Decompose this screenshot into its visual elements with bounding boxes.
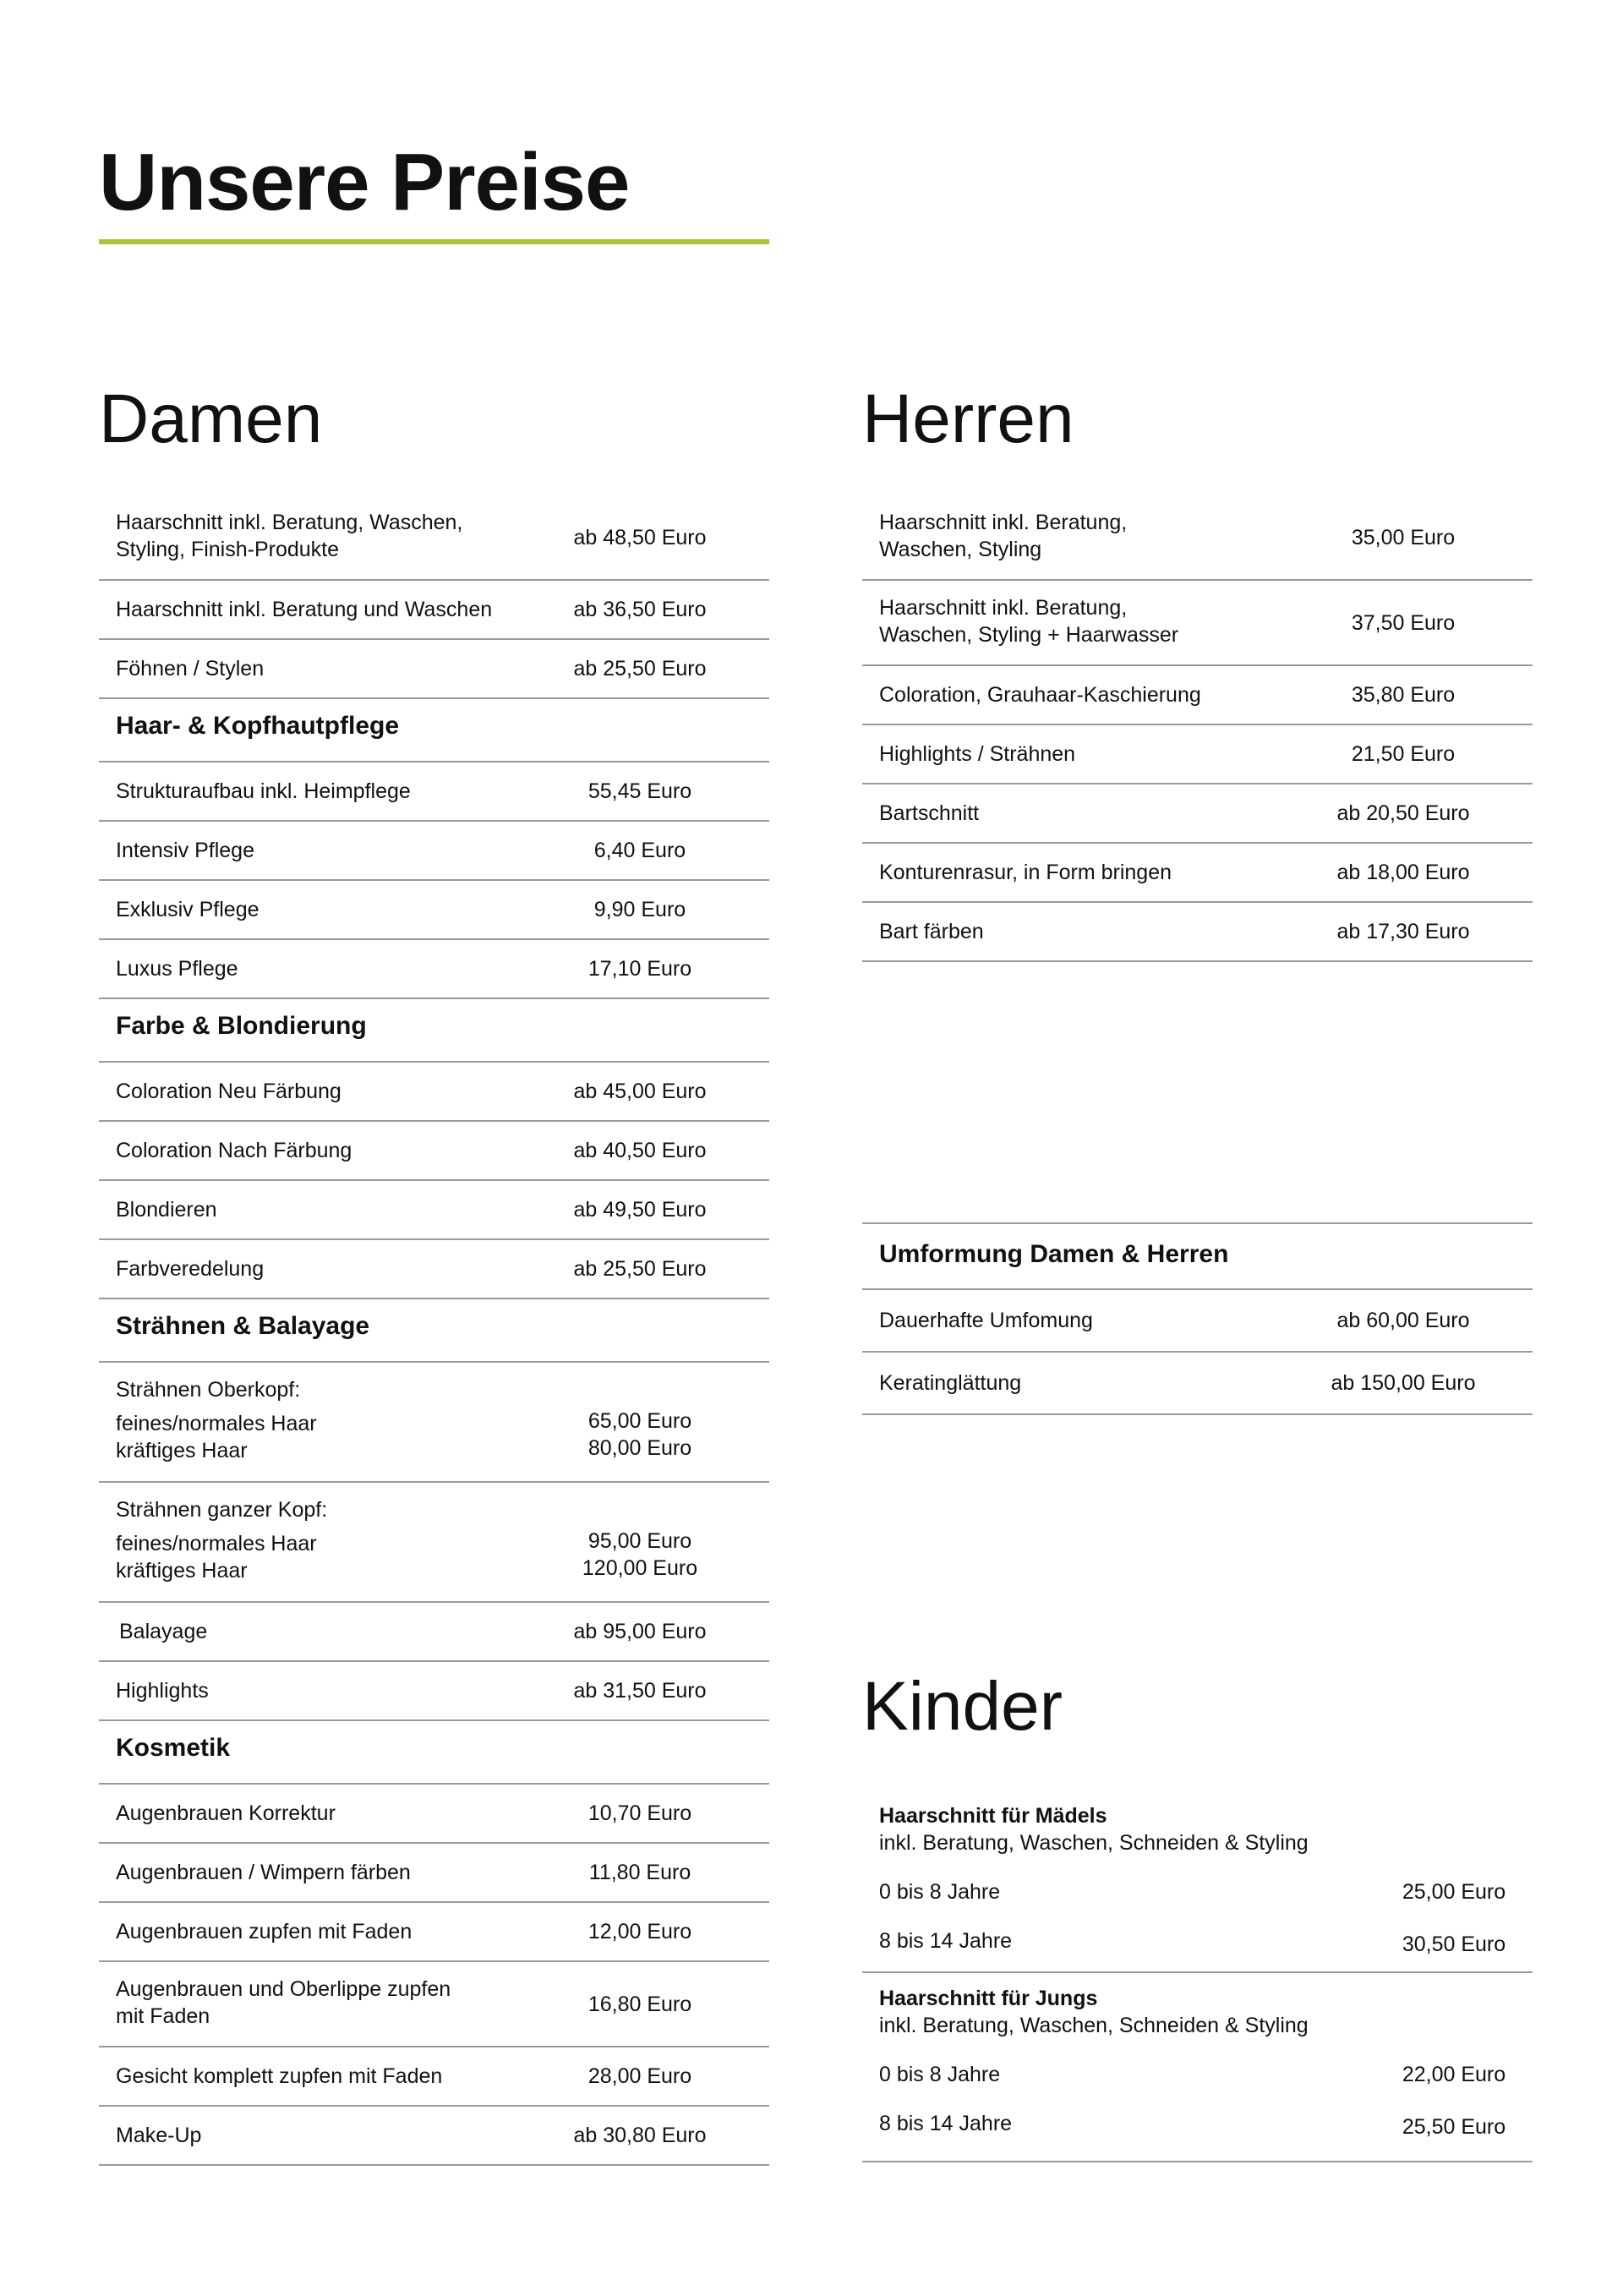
price-row bbox=[862, 495, 1533, 581]
section-heading-row bbox=[99, 1299, 769, 1363]
service-price: ab 95,00 Euro bbox=[573, 1620, 707, 1643]
service-price: ab 20,50 Euro bbox=[1336, 801, 1470, 825]
price-row bbox=[862, 784, 1533, 844]
herren-heading: Herren bbox=[862, 380, 1074, 457]
service-price: 35,80 Euro bbox=[1351, 683, 1456, 707]
service-price: ab 60,00 Euro bbox=[1336, 1309, 1470, 1332]
price-row bbox=[862, 725, 1533, 784]
price-row bbox=[99, 1181, 769, 1240]
service-price: ab 30,80 Euro bbox=[573, 2124, 707, 2147]
price-row bbox=[99, 1363, 769, 1483]
price-row bbox=[99, 581, 769, 640]
price-row bbox=[99, 940, 769, 999]
service-price: 12,00 Euro bbox=[587, 1920, 692, 1943]
service-price: 30,50 Euro bbox=[1402, 1932, 1506, 1956]
service-label: Make-Up bbox=[116, 2124, 202, 2147]
page-title: Unsere Preise bbox=[99, 137, 630, 227]
service-price: ab 17,30 Euro bbox=[1336, 920, 1470, 943]
service-label: Föhnen / Stylen bbox=[116, 657, 265, 681]
service-price: ab 48,50 Euro bbox=[573, 526, 707, 549]
title-underline bbox=[99, 239, 769, 244]
section-heading-row bbox=[99, 999, 769, 1063]
price-row bbox=[99, 640, 769, 699]
kosmetik-heading: Kosmetik bbox=[116, 1734, 231, 1762]
service-price: ab 36,50 Euro bbox=[573, 598, 707, 621]
service-price: 55,45 Euro bbox=[587, 779, 692, 803]
farbe-heading: Farbe & Blondierung bbox=[116, 1012, 367, 1040]
service-price: 25,50 Euro bbox=[1402, 2115, 1506, 2139]
service-price: 11,80 Euro bbox=[588, 1861, 691, 1884]
service-label: Intensiv Pflege bbox=[116, 839, 254, 862]
kinder-heading: Kinder bbox=[862, 1668, 1063, 1745]
service-price: ab 18,00 Euro bbox=[1336, 861, 1470, 884]
service-label: Luxus Pflege bbox=[116, 957, 238, 981]
price-row bbox=[99, 1844, 769, 1903]
service-price: ab 40,50 Euro bbox=[573, 1139, 707, 1162]
service-price: 65,00 Euro 80,00 Euro bbox=[587, 1409, 692, 1460]
service-label: 8 bis 14 Jahre bbox=[879, 2112, 1013, 2135]
price-row bbox=[862, 581, 1533, 666]
price-row bbox=[99, 2047, 769, 2107]
price-row bbox=[862, 844, 1533, 903]
service-price: 25,00 Euro bbox=[1402, 1880, 1506, 1904]
service-label: Blondieren bbox=[116, 1198, 217, 1222]
umformung-price-list bbox=[862, 1222, 1533, 1415]
service-label: Augenbrauen / Wimpern färben bbox=[116, 1861, 411, 1884]
service-label: Coloration, Grauhaar-Kaschierung bbox=[879, 683, 1201, 707]
kinder-group-title: Haarschnitt für Jungs bbox=[879, 1987, 1098, 2010]
service-label: Konturenrasur, in Form bringen bbox=[879, 861, 1172, 884]
section-heading-row bbox=[99, 699, 769, 763]
service-price: 35,00 Euro bbox=[1351, 526, 1456, 549]
service-label: Strukturaufbau inkl. Heimpflege bbox=[116, 779, 411, 803]
service-label: Augenbrauen Korrektur bbox=[116, 1801, 336, 1825]
price-row bbox=[862, 1353, 1533, 1415]
service-price: 22,00 Euro bbox=[1402, 2063, 1506, 2086]
kinder-group-subtitle: inkl. Beratung, Waschen, Schneiden & Styling bbox=[879, 2014, 1309, 2037]
service-label: Coloration Nach Färbung bbox=[116, 1139, 352, 1162]
price-row bbox=[99, 1603, 769, 1662]
price-row bbox=[862, 666, 1533, 725]
price-row bbox=[99, 1483, 769, 1603]
price-row bbox=[862, 903, 1533, 962]
price-row bbox=[99, 1903, 769, 1962]
service-price: 6,40 Euro bbox=[593, 839, 686, 862]
section-heading-row bbox=[99, 1721, 769, 1785]
service-price: 95,00 Euro 120,00 Euro bbox=[582, 1529, 698, 1580]
price-group bbox=[862, 1973, 1533, 2162]
service-label: Augenbrauen zupfen mit Faden bbox=[116, 1920, 413, 1943]
price-row bbox=[99, 1785, 769, 1844]
service-price: 21,50 Euro bbox=[1351, 742, 1456, 766]
price-row bbox=[99, 1122, 769, 1181]
price-row bbox=[99, 881, 769, 940]
service-label: Haarschnitt inkl. Beratung, Waschen, Styling bbox=[879, 511, 1128, 561]
service-price: ab 31,50 Euro bbox=[573, 1679, 707, 1703]
service-label: Bart färben bbox=[879, 920, 984, 943]
straehnen-heading: Strähnen & Balayage bbox=[116, 1312, 370, 1340]
service-label: Haarschnitt inkl. Beratung, Waschen, Styling, Finish-Produkte bbox=[116, 511, 463, 561]
price-row bbox=[99, 1063, 769, 1122]
service-price: ab 49,50 Euro bbox=[573, 1198, 707, 1222]
service-label: Highlights bbox=[116, 1679, 209, 1703]
service-label: Balayage bbox=[119, 1620, 208, 1643]
service-price: 9,90 Euro bbox=[593, 898, 686, 921]
price-group bbox=[862, 1794, 1533, 1973]
price-row bbox=[99, 1662, 769, 1721]
service-label: 0 bis 8 Jahre bbox=[879, 1880, 1001, 1904]
damen-heading: Damen bbox=[99, 380, 323, 457]
service-label: Exklusiv Pflege bbox=[116, 898, 260, 921]
herren-price-list bbox=[862, 495, 1533, 962]
damen-price-list bbox=[99, 495, 769, 2166]
service-price: ab 150,00 Euro bbox=[1331, 1371, 1476, 1395]
service-label: Coloration Neu Färbung bbox=[116, 1080, 342, 1103]
service-label: Highlights / Strähnen bbox=[879, 742, 1076, 766]
section-heading-row bbox=[862, 1222, 1533, 1290]
service-label: Farbveredelung bbox=[116, 1257, 265, 1281]
pflege-heading: Haar- & Kopfhautpflege bbox=[116, 712, 400, 740]
service-label: feines/normales Haar kräftiges Haar bbox=[116, 1412, 317, 1462]
price-row bbox=[99, 495, 769, 581]
service-label: 8 bis 14 Jahre bbox=[879, 1929, 1013, 1953]
service-price: 17,10 Euro bbox=[587, 957, 692, 981]
service-group-title: Strähnen ganzer Kopf: bbox=[116, 1498, 328, 1522]
price-row bbox=[862, 1290, 1533, 1353]
price-row bbox=[99, 1240, 769, 1299]
service-price: 28,00 Euro bbox=[587, 2064, 692, 2088]
price-row bbox=[99, 2107, 769, 2166]
service-price: ab 25,50 Euro bbox=[573, 657, 707, 681]
service-label: Haarschnitt inkl. Beratung und Waschen bbox=[116, 598, 493, 621]
service-group-title: Strähnen Oberkopf: bbox=[116, 1378, 301, 1402]
service-price: 37,50 Euro bbox=[1351, 611, 1456, 635]
service-label: Gesicht komplett zupfen mit Faden bbox=[116, 2064, 443, 2088]
service-label: Haarschnitt inkl. Beratung, Waschen, Styling + Haarwasser bbox=[879, 596, 1179, 647]
service-label: Augenbrauen und Oberlippe zupfen mit Faden bbox=[116, 1977, 451, 2028]
service-price: 16,80 Euro bbox=[587, 1993, 692, 2016]
umformung-heading: Umformung Damen & Herren bbox=[879, 1240, 1229, 1268]
service-label: 0 bis 8 Jahre bbox=[879, 2063, 1001, 2086]
price-row bbox=[99, 1962, 769, 2047]
service-label: Dauerhafte Umfomung bbox=[879, 1309, 1093, 1332]
kinder-group-title: Haarschnitt für Mädels bbox=[879, 1804, 1107, 1828]
service-price: ab 45,00 Euro bbox=[573, 1080, 707, 1103]
service-label: Keratinglättung bbox=[879, 1371, 1022, 1395]
service-label: Bartschnitt bbox=[879, 801, 980, 825]
kinder-price-list bbox=[862, 1794, 1533, 2162]
price-row bbox=[99, 822, 769, 881]
kinder-group-subtitle: inkl. Beratung, Waschen, Schneiden & Styling bbox=[879, 1831, 1309, 1855]
price-row bbox=[99, 763, 769, 822]
service-label: feines/normales Haar kräftiges Haar bbox=[116, 1532, 317, 1583]
service-price: ab 25,50 Euro bbox=[573, 1257, 707, 1281]
service-price: 10,70 Euro bbox=[587, 1801, 692, 1825]
